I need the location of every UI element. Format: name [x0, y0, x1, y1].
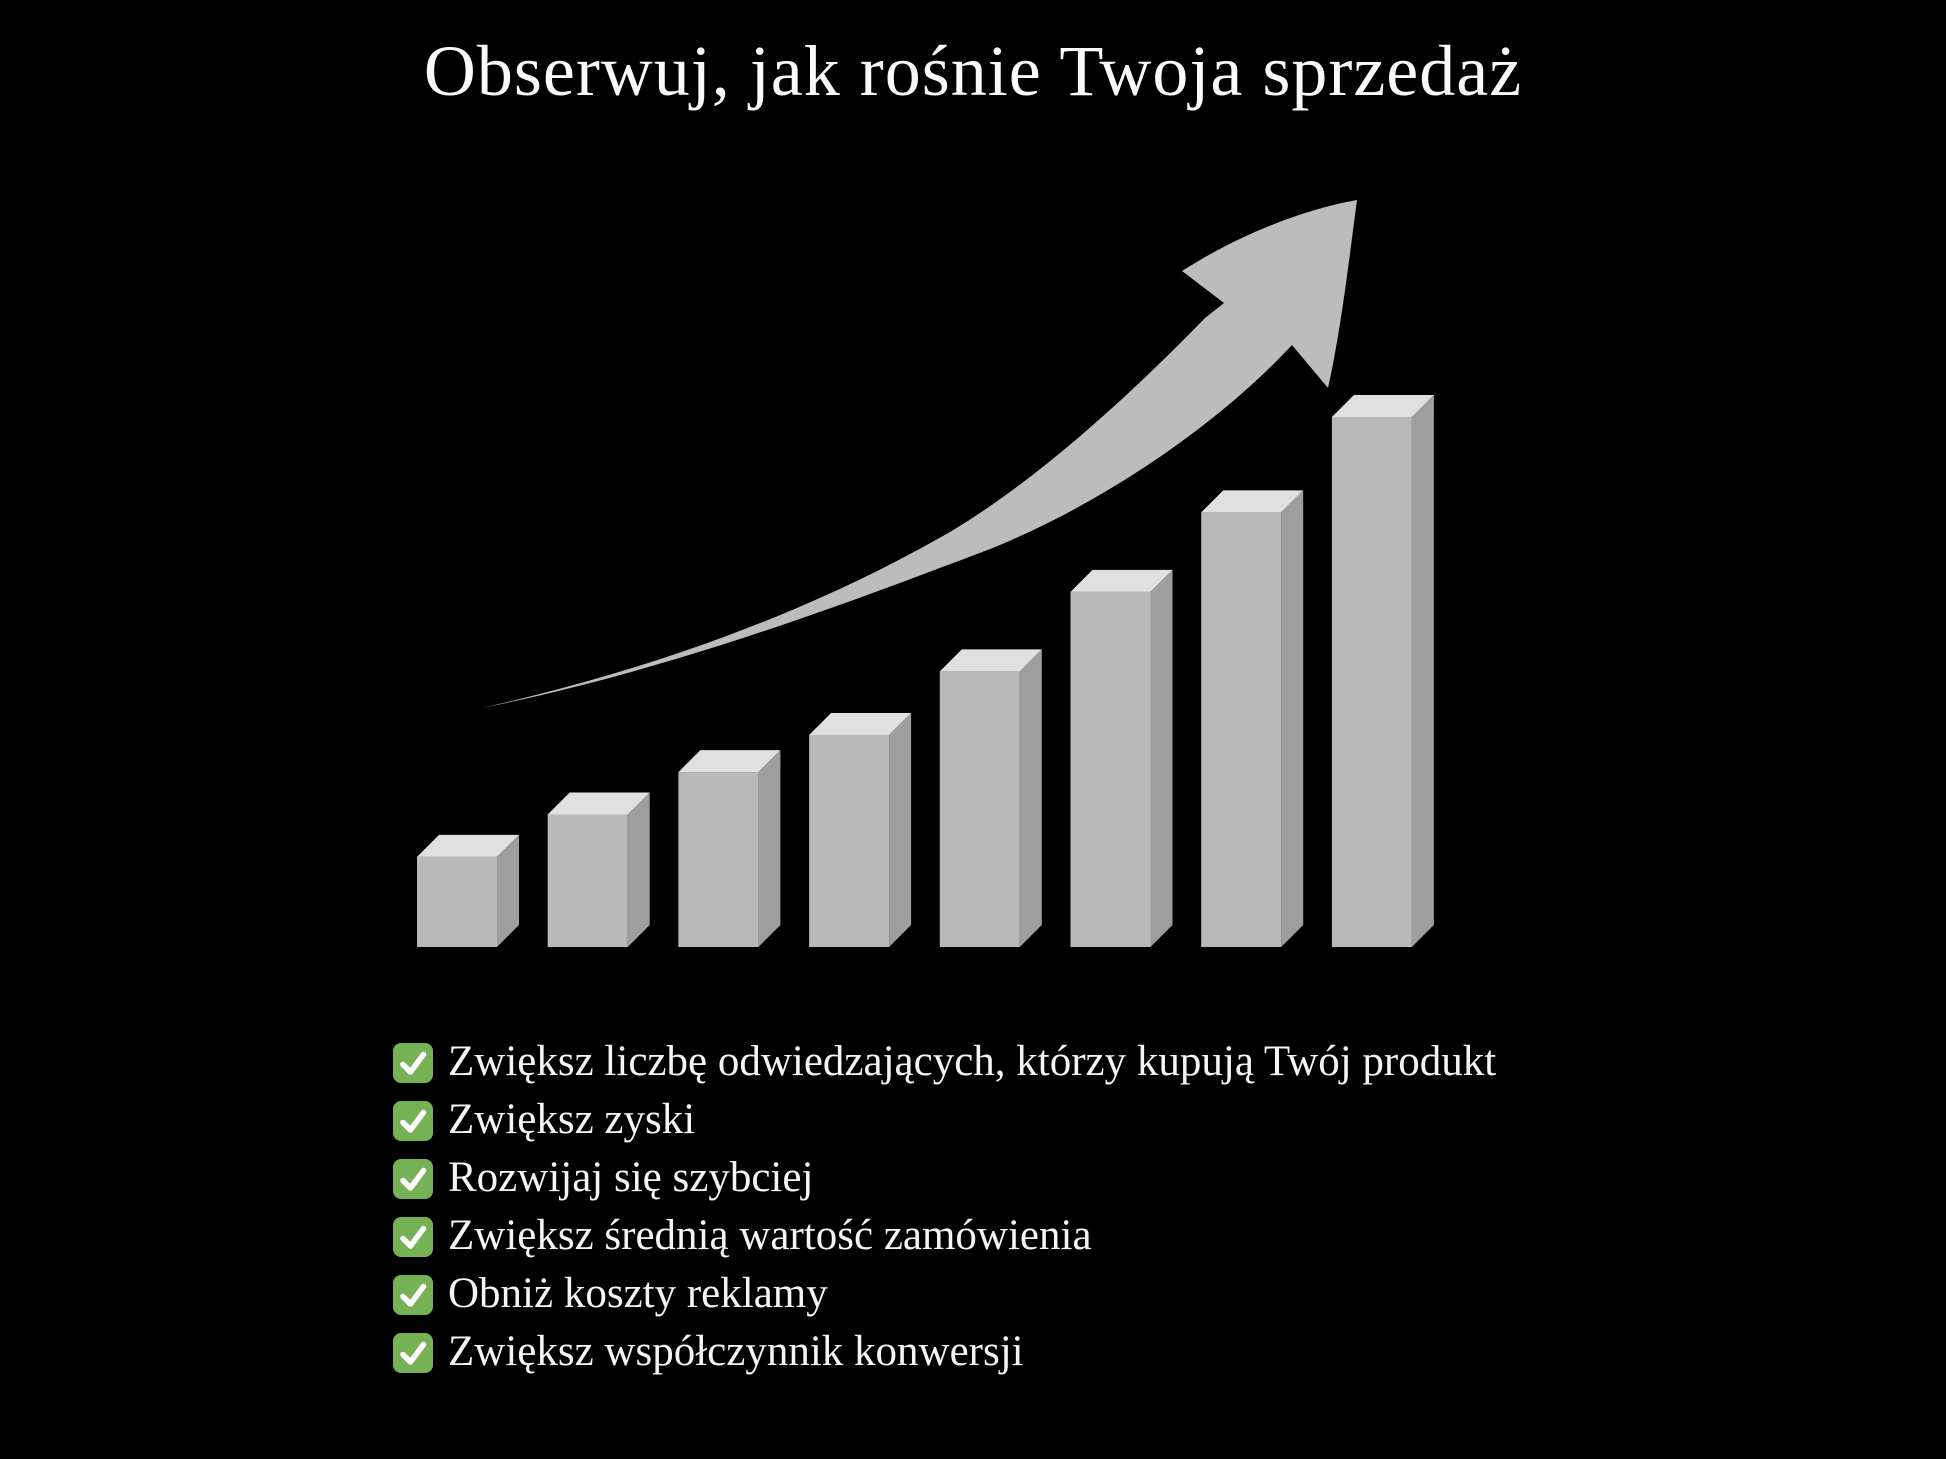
checklist-item-label: Zwiększ liczbę odwiedzających, którzy kupują Twój produkt — [448, 1037, 1497, 1085]
bar-front-face — [1071, 592, 1151, 947]
bar-3 — [678, 750, 780, 947]
bar-front-face — [1332, 417, 1412, 947]
checkmark-icon — [393, 1159, 433, 1199]
bar-1 — [417, 835, 519, 947]
bar-4 — [809, 713, 911, 947]
checklist-item — [393, 1034, 1496, 1092]
bar-8 — [1332, 395, 1434, 947]
checklist-item — [393, 1150, 1496, 1208]
bar-6 — [1071, 570, 1173, 947]
bar-7 — [1201, 490, 1303, 947]
checklist-item — [393, 1092, 1496, 1150]
checklist-item — [393, 1266, 1496, 1324]
bar-side-face — [889, 713, 911, 947]
bar-front-face — [417, 857, 497, 947]
checkmark-icon — [393, 1275, 433, 1315]
checklist-item-label: Zwiększ współczynnik konwersji — [448, 1327, 1024, 1375]
bar-front-face — [940, 671, 1020, 947]
checkmark-icon — [393, 1101, 433, 1141]
checkmark-icon — [393, 1217, 433, 1257]
bar-2 — [548, 793, 650, 948]
bar-side-face — [1020, 649, 1042, 947]
bar-front-face — [548, 815, 628, 948]
bar-side-face — [1281, 490, 1303, 947]
checkmark-icon — [393, 1043, 433, 1083]
bar-5 — [940, 649, 1042, 947]
bar-group — [417, 395, 1434, 947]
checklist-item-label: Obniż koszty reklamy — [448, 1269, 828, 1317]
benefits-checklist — [393, 1034, 1496, 1382]
checklist-item-label: Zwiększ średnią wartość zamówienia — [448, 1211, 1092, 1259]
bar-side-face — [1412, 395, 1434, 947]
checklist-item-label: Rozwijaj się szybciej — [448, 1153, 814, 1201]
bar-side-face — [758, 750, 780, 947]
bar-side-face — [1151, 570, 1173, 947]
checkmark-icon — [393, 1333, 433, 1373]
page-title: Obserwuj, jak rośnie Twoja sprzedaż — [423, 31, 1523, 111]
bar-front-face — [678, 772, 758, 947]
checklist-item — [393, 1324, 1496, 1382]
bar-side-face — [628, 793, 650, 948]
checklist-item — [393, 1208, 1496, 1266]
checklist-item-label: Zwiększ zyski — [448, 1095, 696, 1143]
bar-front-face — [809, 735, 889, 947]
bar-front-face — [1201, 512, 1281, 947]
